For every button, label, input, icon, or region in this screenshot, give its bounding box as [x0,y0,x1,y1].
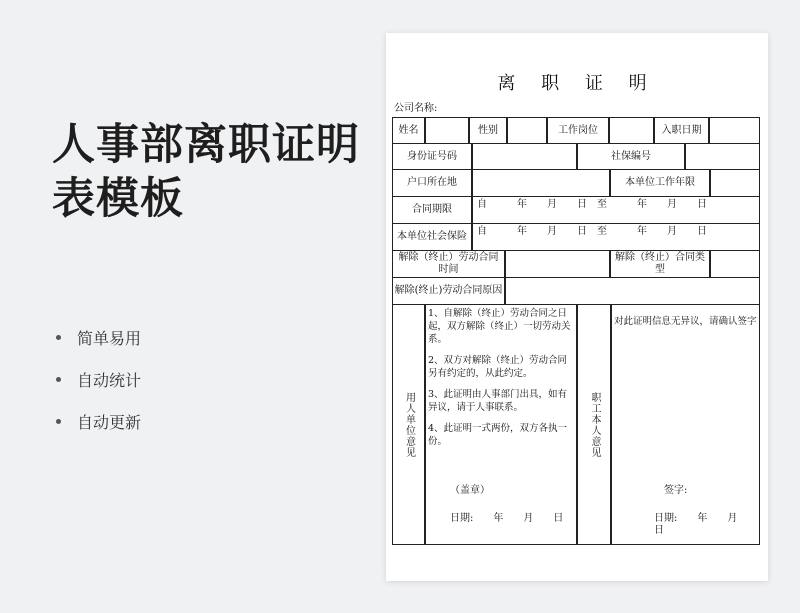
value-contract-type[interactable] [710,250,760,278]
label-termination-reason: 解除(终止)劳动合同原因 [392,277,505,305]
value-id-number[interactable] [472,143,577,170]
form-table [392,117,760,545]
seal-label: （盖章） [450,485,490,496]
feature-list [52,316,141,442]
employer-note: 2、双方对解除（终止）劳动合同另有约定的，从此约定。 [428,355,568,379]
value-position[interactable] [609,117,654,144]
value-hukou[interactable] [472,169,610,197]
feature-item [52,400,141,442]
document-preview [386,33,768,581]
label-employee-opinion [577,304,611,545]
label-id-number: 身份证号码 [392,143,472,170]
label-gender: 性别 [469,117,507,144]
feature-item [52,316,141,358]
value-social-security-no[interactable] [685,143,760,170]
label-social-insurance: 本单位社会保险 [392,223,472,251]
label-name: 姓名 [392,117,425,144]
value-termination-time[interactable] [505,250,610,278]
employee-date-label: 日期: 年 月 日 [654,513,758,536]
employee-opinion-text: 职工本人意见 [589,391,600,458]
value-termination-reason[interactable] [505,277,760,305]
value-entry-date[interactable] [709,117,760,144]
label-contract-period: 合同期限 [392,196,472,224]
label-social-security-no: 社保编号 [577,143,685,170]
label-termination-time: 解除（终止）劳动合同时间 [392,250,505,278]
bullet-icon [56,419,61,424]
feature-label: 自动统计 [77,370,142,390]
feature-label: 简单易用 [77,328,142,348]
value-years-of-service[interactable] [710,169,760,197]
document-title: 离 职 证 明 [497,73,657,94]
label-entry-date: 入职日期 [654,117,709,144]
employer-notes [425,304,577,545]
employer-note: 1、自解除（终止）劳动合同之日起，双方解除（终止）一切劳动关系。 [428,308,571,345]
employer-note: 3、此证明由人事部门出具，如有异议，请于人事联系。 [428,389,568,413]
employer-date-label: 日期: 年 月 日 [450,513,564,524]
employee-statement-box[interactable] [611,304,760,545]
employer-opinion-text: 用人单位意见 [403,391,415,458]
label-hukou: 户口所在地 [392,169,472,197]
employer-note: 4、此证明一式两份，双方各执一份。 [428,423,568,447]
value-name[interactable] [425,117,469,144]
signature-label: 签字: [664,485,688,496]
label-employer-opinion [392,304,425,545]
value-social-insurance[interactable]: 自 年 月 日 至 年 月 日 [472,223,760,251]
bullet-icon [56,377,61,382]
company-name-label: 公司名称: [394,103,438,114]
bullet-icon [56,335,61,340]
label-contract-type: 解除（终止）合同类型 [610,250,710,278]
value-gender[interactable] [507,117,547,144]
label-years-of-service: 本单位工作年限 [610,169,710,197]
feature-label: 自动更新 [77,412,142,432]
value-contract-period[interactable]: 自 年 月 日 至 年 月 日 [472,196,760,224]
promo-title [52,118,360,226]
promo-title-line-2: 表模板 [52,174,184,224]
employee-statement: 对此证明信息无异议，请确认签字 [614,316,757,327]
feature-item [52,358,141,400]
promo-title-line-1: 人事部离职证明 [52,120,360,170]
label-position: 工作岗位 [547,117,609,144]
